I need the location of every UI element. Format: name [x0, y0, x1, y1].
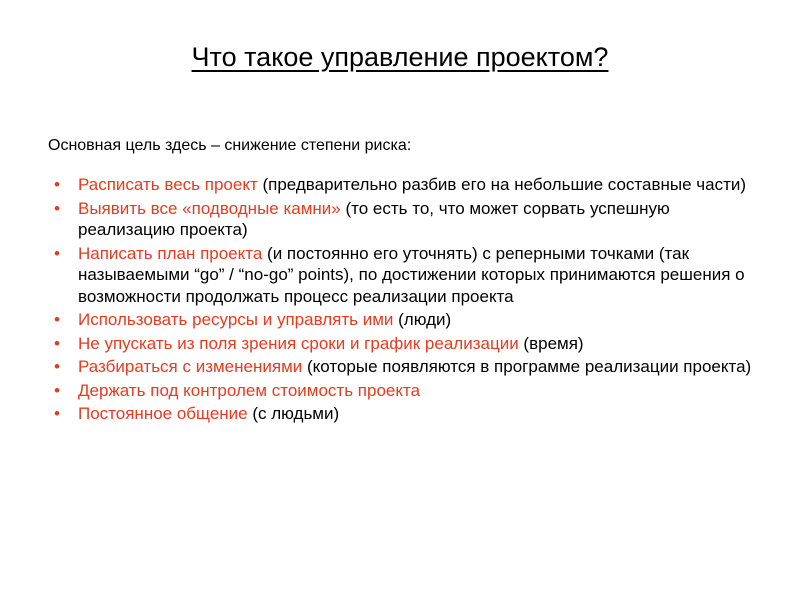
- bullet-item: [54, 174, 754, 196]
- bullet-item: [54, 198, 754, 241]
- bullet-item: [54, 356, 754, 378]
- bullet-detail-text: (предварительно разбив его на небольшие составные части): [257, 175, 747, 194]
- bullet-detail-text: (время): [518, 333, 584, 353]
- bullet-accent-text: Написать план проекта: [78, 243, 263, 263]
- slide-title: Что такое управление проектом?: [191, 42, 609, 72]
- bullet-list: [54, 174, 754, 427]
- intro-text: Основная цель здесь – снижение степени риска:: [48, 137, 412, 154]
- bullet-item: [54, 380, 754, 402]
- bullet-icon: •: [54, 380, 60, 400]
- bullet-item: [54, 333, 754, 355]
- bullet-accent-text: Не упускать из поля зрения сроки и график реализации: [78, 333, 519, 353]
- bullet-icon: •: [54, 175, 60, 194]
- bullet-accent-text: Использовать ресурсы и управлять ими: [78, 310, 394, 329]
- bullet-item: [54, 243, 754, 308]
- bullet-detail-text: (то есть то, что может сорвать успешную реализацию проекта): [78, 198, 670, 239]
- bullet-detail-text: (которые появляются в программе реализации проекта): [302, 357, 752, 376]
- bullet-detail-text: (с людьми): [247, 404, 340, 423]
- bullet-detail-text: (люди): [393, 310, 452, 329]
- bullet-icon: •: [54, 333, 60, 353]
- bullet-icon: •: [54, 404, 60, 423]
- bullet-item: [54, 403, 754, 425]
- bullet-accent-text: Расписать весь проект: [78, 175, 258, 194]
- bullet-accent-text: Постоянное общение: [78, 404, 248, 423]
- bullet-accent-text: Разбираться с изменениями: [78, 357, 303, 376]
- bullet-detail-text: (и постоянно его уточнять) с реперными точками (так называемыми “go” / “no-go” points), по достижении которых принимаются решения о возможности продолжать процесс реализации проекта: [78, 243, 745, 306]
- bullet-icon: •: [54, 198, 60, 218]
- bullet-icon: •: [54, 310, 60, 329]
- bullet-accent-text: Держать под контролем стоимость проекта: [78, 380, 421, 400]
- bullet-accent-text: Выявить все «подводные камни»: [78, 198, 341, 218]
- bullet-icon: •: [54, 243, 60, 263]
- bullet-icon: •: [54, 357, 60, 376]
- bullet-item: [54, 309, 754, 331]
